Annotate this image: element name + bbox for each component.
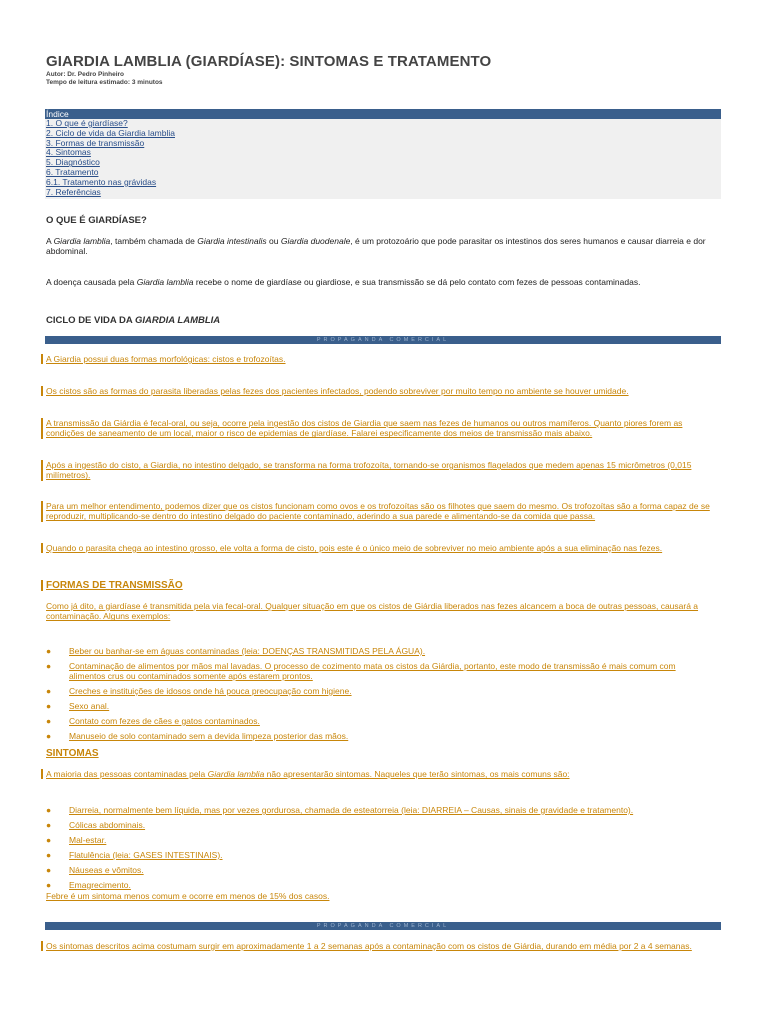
list-item[interactable]: ● Flatulência (leia: GASES INTESTINAIS). (46, 850, 223, 860)
bullet-icon: ● (46, 661, 52, 671)
list-item[interactable]: ● Manuseio de solo contaminado sem a devida limpeza posterior das mãos. (46, 731, 349, 741)
toc-link-7[interactable]: 7. Referências (46, 186, 101, 197)
section-heading-transmission[interactable]: FORMAS DE TRANSMISSÃO (46, 580, 183, 591)
ad-banner[interactable]: PROPAGANDA COMERCIAL (45, 336, 721, 344)
list-item[interactable]: ● Contato com fezes de cães e gatos contaminados. (46, 716, 260, 726)
paragraph: A doença causada pela Giardia lamblia recebe o nome de giardíase ou giardiose, e sua transmissão se dá pelo contato com fezes de pessoas contaminadas. (46, 277, 641, 287)
author-line: Autor: Dr. Pedro Pinheiro (46, 71, 125, 78)
table-of-contents (45, 109, 721, 199)
list-item[interactable]: ● Creches e instituições de idosos onde há pouca preocupação com higiene. (46, 686, 352, 696)
toc-heading: Índice (45, 109, 721, 119)
paragraph[interactable]: Após a ingestão do cisto, a Giardia, no intestino delgado, se transforma na forma trofozoíta, tornando-se organismos flagelados que medem apenas 15 micrômetros (0,015 milímetros). (46, 460, 722, 481)
section-heading-life-cycle: CICLO DE VIDA DA GIARDIA LAMBLIA (46, 315, 221, 326)
list-item[interactable]: ● Sexo anal. (46, 701, 110, 711)
paragraph[interactable]: Febre é um sintoma menos comum e ocorre em menos de 15% dos casos. (46, 891, 330, 901)
bullet-icon: ● (46, 850, 52, 860)
section-heading-what-is: O QUE É GIARDÍASE? (46, 215, 147, 226)
bullet-icon: ● (46, 716, 52, 726)
read-time: Tempo de leitura estimado: 3 minutos (46, 79, 163, 86)
list-item[interactable]: ● Mal-estar. (46, 835, 107, 845)
bullet-icon: ● (46, 805, 52, 815)
bullet-icon: ● (46, 880, 52, 890)
bullet-icon: ● (46, 820, 52, 830)
bullet-icon: ● (46, 646, 52, 656)
paragraph[interactable]: Os cistos são as formas do parasita liberadas pelas fezes dos pacientes infectados, podendo sobreviver por muito tempo no ambiente se houver umidade. (46, 386, 722, 396)
list-item[interactable]: ● Emagrecimento. (46, 880, 131, 890)
page-title: GIARDIA LAMBLIA (GIARDÍASE): SINTOMAS E TRATAMENTO (46, 53, 492, 70)
list-item[interactable]: ● Cólicas abdominais. (46, 820, 146, 830)
bullet-icon: ● (46, 865, 52, 875)
list-item[interactable]: ● Contaminação de alimentos por mãos mal lavadas. O processo de cozimento mata os cistos da Giárdia, portanto, este modo de transmissão é mais comum com alimentos crus ou contaminados somente após estarem prontos. (46, 661, 676, 681)
paragraph: A Giardia lamblia, também chamada de Giardia intestinalis ou Giardia duodenale, é um protozoário que pode parasitar os intestinos dos seres humanos e causar diarreia e dor abdominal. (46, 236, 706, 256)
toc-link-1[interactable]: 1. O que é giardíase? (46, 118, 128, 128)
paragraph[interactable]: Como já dito, a giardíase é transmitida pela via fecal-oral. Qualquer situação em que os cistos de Giárdia liberados nas fezes alcancem a boca de outras pessoas, causará a contaminação. Alguns exemplos: (46, 601, 699, 622)
ad-banner[interactable]: PROPAGANDA COMERCIAL (45, 922, 721, 930)
toc-link-2[interactable]: 2. Ciclo de vida da Giardia lamblia (46, 127, 175, 138)
bullet-icon: ● (46, 835, 52, 845)
toc-link-5[interactable]: 5. Diagnóstico (46, 157, 100, 168)
list-item[interactable]: ● Diarreia, normalmente bem líquida, mas por vezes gordurosa, chamada de esteatorreia (leia: DIARREIA – Causas, sinais de gravidade e tratamento). (46, 805, 634, 815)
bullet-icon: ● (46, 701, 52, 711)
toc-link-6-1[interactable]: 6.1. Tratamento nas grávidas (46, 176, 157, 187)
paragraph[interactable]: Para um melhor entendimento, podemos dizer que os cistos funcionam como ovos e os trofozoítas são os filhotes que saem do mesmo. Os trofozoítas são a forma capaz de se reproduzir, multiplicando-se dentro do intestino delgado do paciente contaminado, aderindo a sua parede e alimentando-se da comida que passa. (46, 501, 722, 522)
section-heading-symptoms[interactable]: SINTOMAS (46, 748, 99, 759)
bullet-icon: ● (46, 731, 52, 741)
paragraph[interactable]: A maioria das pessoas contaminadas pela Giardia lamblia não apresentarão sintomas. Naqueles que terão sintomas, os mais comuns são: (46, 769, 722, 779)
paragraph[interactable]: A transmissão da Giárdia é fecal-oral, ou seja, ocorre pela ingestão dos cistos de Giardia que saem nas fezes de humanos ou outros mamíferos. Quanto piores forem as condições de saneamento de um local, maior o risco de epidemias de giardíase. Falarei especificamente dos meios de transmissão mais abaixo. (46, 418, 722, 439)
bullet-icon: ● (46, 686, 52, 696)
list-item[interactable]: ● Náuseas e vômitos. (46, 865, 144, 875)
list-item[interactable]: ● Beber ou banhar-se em águas contaminadas (leia: DOENÇAS TRANSMITIDAS PELA ÁGUA). (46, 646, 426, 656)
toc-link-3[interactable]: 3. Formas de transmissão (46, 137, 145, 148)
paragraph[interactable]: A Giardia possui duas formas morfológicas: cistos e trofozoítas. (46, 354, 722, 364)
paragraph[interactable]: Os sintomas descritos acima costumam surgir em aproximadamente 1 a 2 semanas após a contaminação com os cistos de Giárdia, durando em média por 2 a 4 semanas. (46, 941, 722, 951)
toc-link-6[interactable]: 6. Tratamento (46, 166, 99, 177)
paragraph[interactable]: Quando o parasita chega ao intestino grosso, ele volta a forma de cisto, pois este é o único meio de sobreviver no meio ambiente após a sua eliminação nas fezes. (46, 543, 722, 553)
toc-link-4[interactable]: 4. Sintomas (46, 147, 91, 158)
